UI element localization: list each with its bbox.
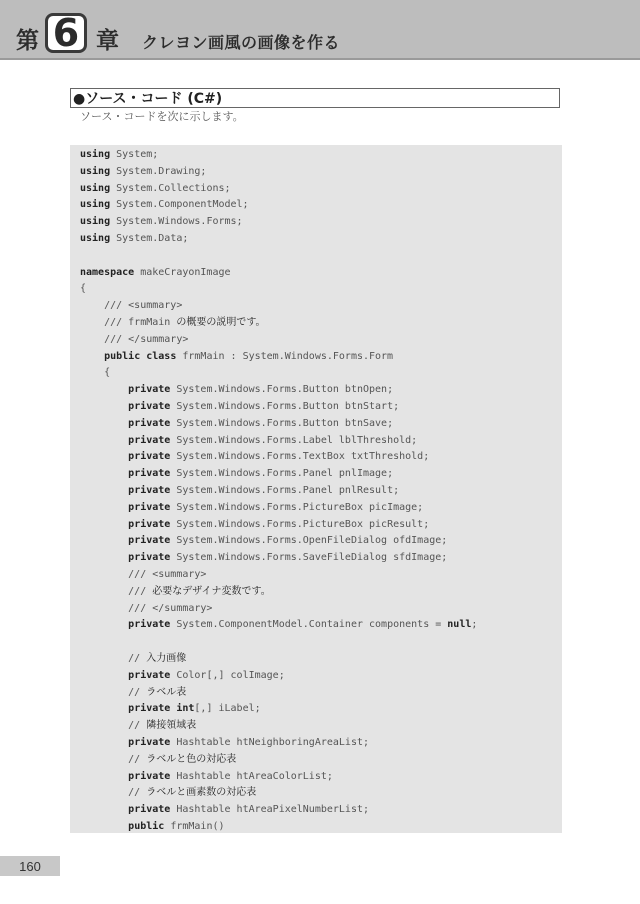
code-keyword: private [128,401,171,412]
code-line [80,466,393,483]
code-comment-text: ラベル表 [146,686,187,698]
code-text: // [80,686,147,698]
code-text: System.Windows.Forms.PictureBox picResult; [170,518,430,530]
code-line [80,718,196,735]
code-line [80,214,243,231]
code-text: // [80,753,147,765]
source-code-block [70,145,562,833]
code-text: /// </summary> [80,602,213,614]
code-text: /// <summary> [80,300,183,312]
code-text: // [80,653,147,664]
code-text: System.Windows.Forms.Panel pnlResult; [170,485,400,496]
code-text: /// </summary> [80,333,189,345]
code-keyword: private [128,518,171,530]
code-line [80,567,206,584]
code-keyword: private [128,770,171,782]
chapter-prefix: 第 [16,28,39,54]
chapter-number: 6 [52,11,80,55]
code-keyword: private [128,552,171,564]
code-keyword: using [80,233,111,244]
code-line [80,197,249,214]
code-text: System.Data; [110,233,189,244]
code-line [80,500,423,517]
code-keyword: private [128,434,171,446]
code-line [80,651,186,668]
code-keyword: private [128,384,171,396]
code-line [80,752,236,769]
code-line [80,164,206,181]
code-line [80,315,266,332]
code-text: Hashtable htAreaPixelNumberList; [170,804,370,816]
code-line [80,785,256,802]
section-title: ●ソース・コード (C#) [73,91,223,107]
code-line [80,147,158,164]
chapter-header [0,0,640,60]
code-line [80,685,186,702]
code-keyword: private [128,804,171,816]
chapter-number-box [45,13,87,53]
code-text: System.Collections; [110,182,231,194]
code-text: System.ComponentModel.Container components = [170,619,448,631]
code-keyword: private [128,669,171,681]
code-line [80,181,231,198]
page-number: 160 [0,856,60,876]
code-keyword: using [80,199,111,211]
code-text [80,384,128,395]
code-keyword: using [80,216,111,228]
code-keyword: null [447,619,472,631]
code-text: frmMain() [164,821,225,832]
code-text: System.Windows.Forms.Label lblThreshold; [170,434,418,446]
code-comment-text: ラベルと色の対応表 [146,753,237,765]
code-text [80,485,128,496]
code-text: makeCrayonImage [134,266,231,278]
code-comment-text: 必要なデザイナ変数です。 [152,585,271,597]
code-line [80,349,393,366]
code-comment-text: の概要の説明です。 [176,317,266,328]
code-line [80,550,447,567]
code-line [80,433,417,450]
code-text [80,519,128,530]
code-text [80,821,128,832]
code-keyword: using [80,149,111,160]
code-keyword: private [128,619,171,631]
code-line [80,769,333,786]
code-text [80,418,128,429]
code-text: // [80,787,147,799]
code-line [80,483,399,500]
code-text [80,451,128,462]
code-text: System.Windows.Forms.OpenFileDialog ofdImage; [170,535,448,547]
chapter-title: クレヨン画風の画像を作る [142,33,341,52]
section-intro: ソース・コードを次に示します。 [80,110,244,123]
code-text: System.Windows.Forms.Button btnOpen; [170,384,394,396]
code-text [80,351,104,362]
code-line [80,668,285,685]
code-text [80,535,128,546]
code-line [80,332,188,349]
code-text: System.ComponentModel; [110,199,249,211]
code-text [80,502,128,513]
code-text: System.Drawing; [110,165,207,177]
code-comment-text: 入力画像 [146,653,187,664]
code-text: ; [471,619,478,631]
code-text: System.Windows.Forms.Panel pnlImage; [170,468,394,480]
code-keyword: private [128,535,171,547]
code-text [80,804,128,815]
code-keyword: private [128,501,171,513]
code-line [80,601,212,618]
code-text: System.Windows.Forms.PictureBox picImage; [170,501,424,513]
code-line [80,533,447,550]
code-text [80,619,128,630]
code-text: Hashtable htNeighboringAreaList; [170,737,370,748]
code-text: /// [80,585,153,597]
code-text [80,703,128,714]
code-text [80,435,128,446]
code-text: /// frmMain [80,317,177,328]
code-text [80,401,128,412]
code-line [80,517,429,534]
code-text: // [80,720,147,732]
code-keyword: private [128,417,171,429]
code-line [80,281,86,298]
code-text: /// <summary> [80,569,207,580]
code-text: System.Windows.Forms.SaveFileDialog sfdImage; [170,552,448,564]
code-line [80,365,110,382]
code-line [80,298,182,315]
code-line [80,802,369,819]
code-line [80,382,393,399]
code-keyword: namespace [80,266,135,278]
code-keyword: public [128,821,165,832]
code-line [80,231,188,248]
code-text: { [80,367,111,379]
code-text: frmMain : System.Windows.Forms.Form [176,350,394,362]
code-line [80,416,393,433]
code-text: System.Windows.Forms.Button btnStart; [170,401,400,412]
code-text: Color[,] colImage; [170,669,285,681]
code-text: System; [110,149,159,160]
section-heading-box [70,88,560,108]
code-text [80,771,128,782]
code-text: System.Windows.Forms.TextBox txtThreshold; [170,451,430,463]
code-line [80,819,225,836]
code-line [80,584,271,601]
code-line [80,265,231,282]
code-keyword: private [128,451,171,463]
code-keyword: private [128,737,171,748]
code-line [80,735,369,752]
code-keyword: using [80,165,111,177]
code-keyword: private int [128,703,195,715]
code-line [80,399,399,416]
code-keyword: private [128,485,171,496]
code-text [80,552,128,563]
code-keyword: private [128,468,171,480]
code-line [80,701,261,718]
code-comment-text: 隣接領域表 [146,720,197,732]
code-text: Hashtable htAreaColorList; [170,770,333,782]
code-text: System.Windows.Forms; [110,216,243,228]
code-keyword: using [80,182,111,194]
code-text [80,737,128,748]
code-keyword: public class [104,350,177,362]
code-text [80,468,128,479]
code-text: [,] iLabel; [194,703,261,715]
code-comment-text: ラベルと画素数の対応表 [146,787,257,799]
code-line [80,449,429,466]
code-text: System.Windows.Forms.Button btnSave; [170,417,394,429]
code-line [80,617,477,634]
chapter-suffix: 章 [96,28,119,54]
code-text [80,670,128,681]
code-text: { [80,283,87,295]
